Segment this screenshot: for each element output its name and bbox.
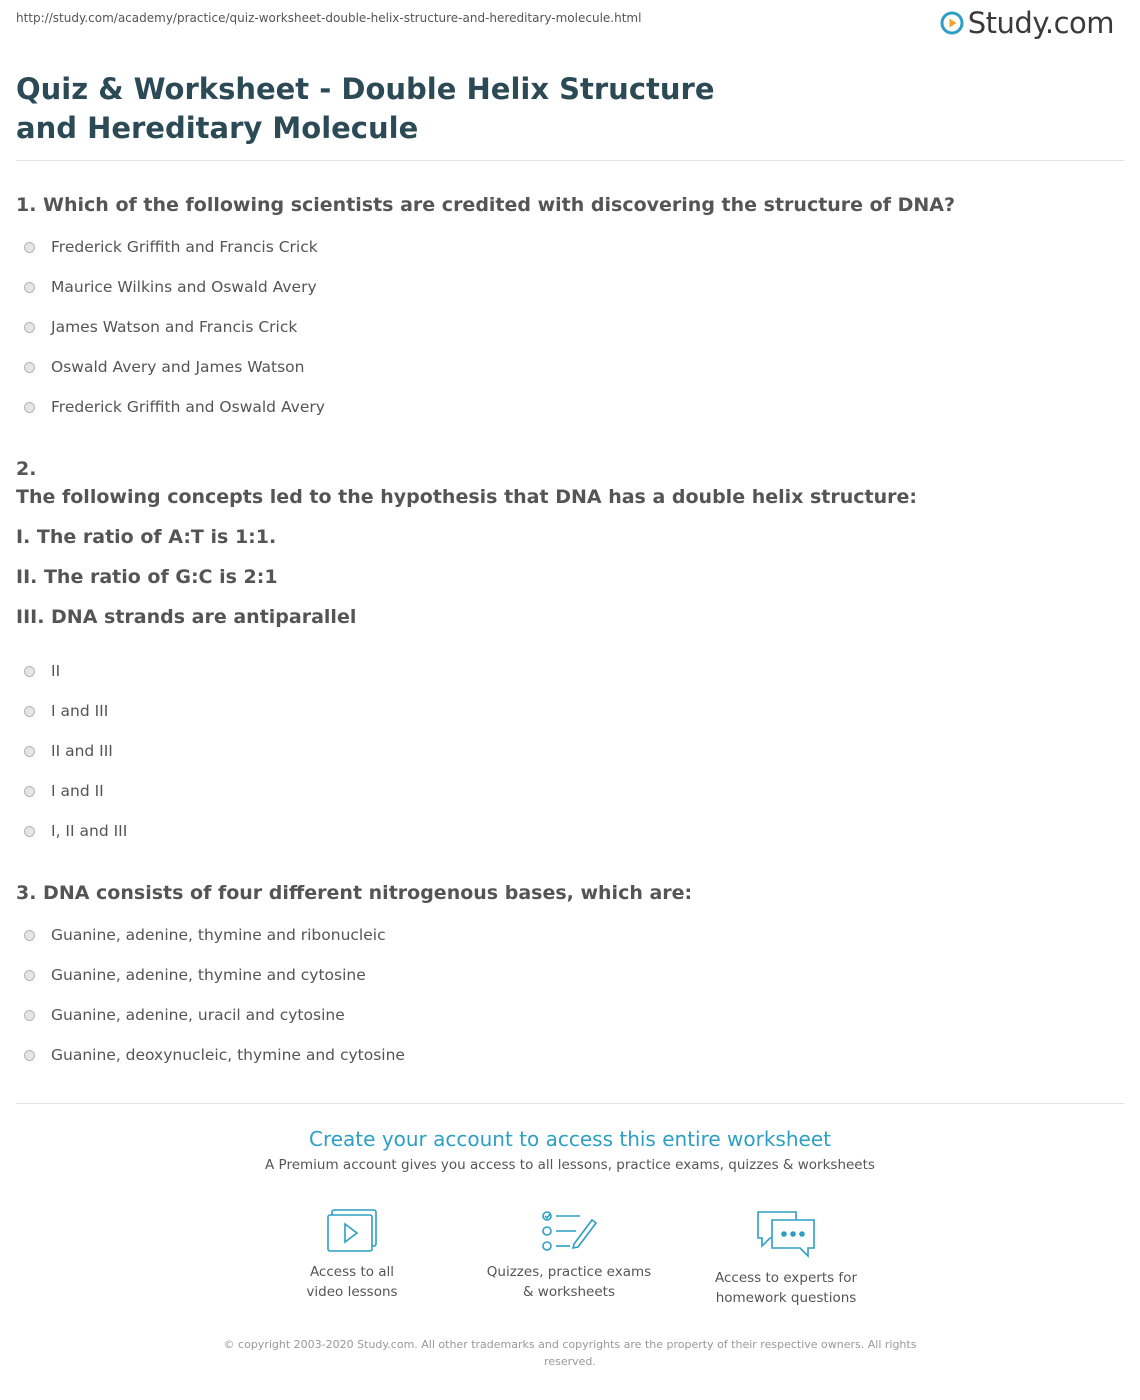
option-label: Frederick Griffith and Oswald Avery — [51, 398, 325, 416]
option-label: Guanine, deoxynucleic, thymine and cytosine — [51, 1046, 405, 1064]
feature-line: & worksheets — [522, 1284, 615, 1300]
radio-button[interactable] — [24, 402, 35, 413]
option-label: James Watson and Francis Crick — [51, 318, 298, 336]
question-1-options — [16, 227, 325, 427]
radio-button[interactable] — [24, 362, 35, 373]
answer-option[interactable] — [16, 771, 127, 811]
copyright-notice: © copyright 2003-2020 Study.com. All other trademarks and copyrights are the property of their respective owners. All rights reserved. — [223, 1338, 917, 1368]
question-2-text: The following concepts led to the hypothesis that DNA has a double helix structure: — [16, 486, 918, 508]
feature-line: Quizzes, practice exams — [486, 1264, 652, 1280]
option-label: Frederick Griffith and Francis Crick — [51, 238, 318, 256]
answer-option[interactable] — [16, 387, 325, 427]
answer-option[interactable] — [16, 995, 405, 1035]
play-logo-icon — [940, 11, 964, 35]
answer-option[interactable] — [16, 811, 127, 851]
page-url: http://study.com/academy/practice/quiz-worksheet-double-helix-structure-and-hereditary-molecule.html — [16, 11, 642, 25]
question-2-statement-2: II. The ratio of G:C is 2:1 — [16, 566, 278, 588]
answer-option[interactable] — [16, 915, 405, 955]
radio-button[interactable] — [24, 706, 35, 717]
answer-option[interactable] — [16, 731, 127, 771]
answer-option[interactable] — [16, 227, 325, 267]
logo-text: Study.com — [967, 6, 1114, 40]
question-2-number: 2. — [16, 458, 37, 480]
radio-button[interactable] — [24, 1050, 35, 1061]
option-label: Guanine, adenine, thymine and ribonucleic — [51, 926, 386, 944]
feature-line: Access to all — [309, 1264, 395, 1280]
question-2-options — [16, 651, 127, 851]
radio-button[interactable] — [24, 746, 35, 757]
radio-button[interactable] — [24, 282, 35, 293]
radio-button[interactable] — [24, 826, 35, 837]
answer-option[interactable] — [16, 267, 325, 307]
radio-button[interactable] — [24, 786, 35, 797]
feature-quizzes — [469, 1208, 669, 1302]
radio-button[interactable] — [24, 1010, 35, 1021]
divider — [16, 160, 1124, 161]
answer-option[interactable] — [16, 691, 127, 731]
question-2-statement-1: I. The ratio of A:T is 1:1. — [16, 526, 277, 548]
radio-button[interactable] — [24, 930, 35, 941]
option-label: Guanine, adenine, uracil and cytosine — [51, 1006, 345, 1024]
video-lesson-icon — [326, 1208, 378, 1254]
cta-subtitle: A Premium account gives you access to all lessons, practice exams, quizzes & worksheets — [265, 1157, 875, 1173]
feature-experts — [686, 1208, 886, 1308]
question-1-text: 1. Which of the following scientists are credited with discovering the structure of DNA? — [16, 194, 956, 216]
radio-button[interactable] — [24, 242, 35, 253]
question-3-text: 3. DNA consists of four different nitrogenous bases, which are: — [16, 882, 693, 904]
feature-line: Access to experts for — [714, 1270, 857, 1286]
question-3-options — [16, 915, 405, 1075]
quiz-checklist-icon — [540, 1208, 598, 1254]
create-account-link[interactable]: Create your account to access this entire worksheet — [309, 1127, 831, 1151]
answer-option[interactable] — [16, 1035, 405, 1075]
answer-option[interactable] — [16, 347, 325, 387]
study-logo[interactable] — [940, 6, 1114, 40]
option-label: Guanine, adenine, thymine and cytosine — [51, 966, 366, 984]
feature-line: video lessons — [306, 1284, 398, 1300]
option-label: I and III — [51, 702, 109, 720]
answer-option[interactable] — [16, 307, 325, 347]
option-label: II — [51, 662, 61, 680]
divider — [16, 1103, 1124, 1104]
answer-option[interactable] — [16, 955, 405, 995]
question-2-statement-3: III. DNA strands are antiparallel — [16, 606, 357, 628]
feature-video-lessons — [252, 1208, 452, 1302]
radio-button[interactable] — [24, 970, 35, 981]
answer-option[interactable] — [16, 651, 127, 691]
option-label: II and III — [51, 742, 113, 760]
option-label: I, II and III — [51, 822, 128, 840]
radio-button[interactable] — [24, 322, 35, 333]
page-title: Quiz & Worksheet - Double Helix Structure and Hereditary Molecule — [16, 72, 715, 145]
option-label: I and II — [51, 782, 104, 800]
chat-bubbles-icon — [754, 1208, 818, 1260]
radio-button[interactable] — [24, 666, 35, 677]
option-label: Oswald Avery and James Watson — [51, 358, 305, 376]
option-label: Maurice Wilkins and Oswald Avery — [51, 278, 317, 296]
feature-line: homework questions — [715, 1290, 857, 1306]
